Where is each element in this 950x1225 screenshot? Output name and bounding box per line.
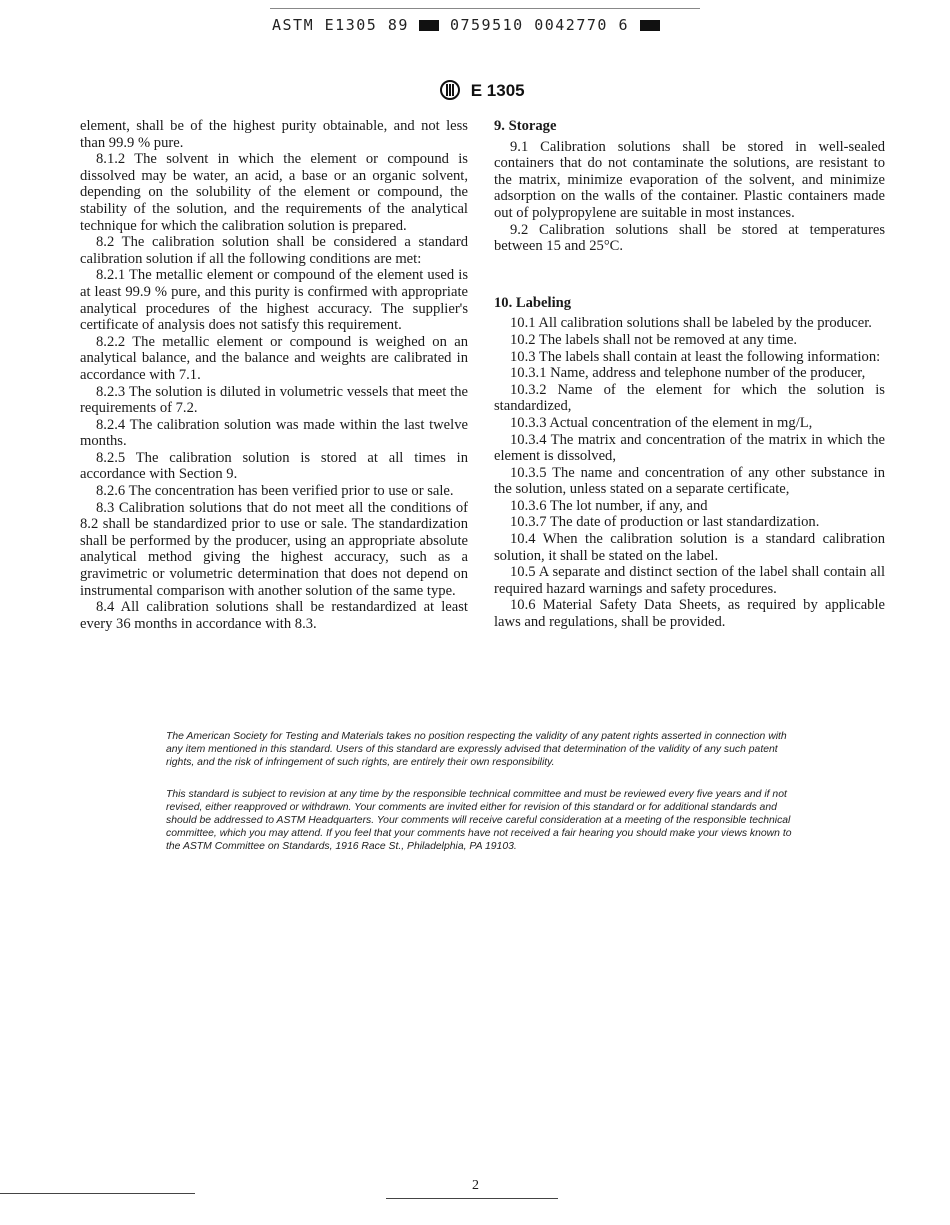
paragraph: 8.3 Calibration solutions that do not meet all the conditions of 8.2 shall be standardized prior to use or sale. The standardization shall be performed by the producer, using an appropriate absolute analytical method giving the highest accuracy, such as a gravimetric or volumetric determination that does not depend on instrumental comparison with another solution of the same type.	[80, 499, 468, 599]
left-column	[80, 118, 468, 632]
standard-designation: E 1305	[470, 81, 525, 100]
scan-artifact-line	[0, 1193, 195, 1194]
paragraph: 8.2.6 The concentration has been verified prior to use or sale.	[96, 483, 454, 500]
paragraph: 10.3.7 The date of production or last standardization.	[510, 514, 820, 531]
paragraph: 10.3.3 Actual concentration of the element in mg/L,	[510, 414, 813, 431]
astm-logo-icon	[440, 80, 460, 100]
paragraph: 10.1 All calibration solutions shall be labeled by the producer.	[510, 315, 872, 332]
paragraph: 10.3.6 The lot number, if any, and	[510, 497, 708, 514]
paragraph: 8.2.1 The metallic element or compound of the element used is at least 99.9 % pure, and this purity is confirmed with appropriate analytical procedures of the highest accuracy. The supplier's certificate of analysis does not satisfy this requirement.	[80, 267, 468, 334]
redaction-bar-icon	[419, 20, 439, 31]
paragraph: 10.3 The labels shall contain at least the following information:	[510, 348, 881, 365]
paragraph: 10.3.5 The name and concentration of any other substance in the solution, unless stated on a separate certificate,	[494, 464, 885, 498]
redaction-bar-icon	[640, 20, 660, 31]
paragraph: 9.1 Calibration solutions shall be stored in well-sealed containers that do not contaminate the solutions, are resistant to the matrix, minimize evaporation of the solvent, and minimize adsorption on the walls of the container. Plastic containers made out of polypropylene are suitable in most instances.	[494, 138, 885, 221]
document-code	[272, 16, 660, 34]
paragraph: 8.2 The calibration solution shall be considered a standard calibration solution if all the following conditions are met:	[80, 234, 468, 267]
labeling-section	[494, 315, 885, 630]
paragraph: 8.1.2 The solvent in which the element or compound is dissolved may be water, an acid, a base or an organic solvent, depending on the solubility of the element or compound, the stability of the solution, and the requirements of the analytical technique for which the calibration solution is prepared.	[80, 151, 468, 234]
paragraph: 10.4 When the calibration solution is a standard calibration solution, it shall be stated on the label.	[494, 531, 885, 564]
paragraph: 8.2.4 The calibration solution was made within the last twelve months.	[80, 416, 468, 450]
paragraph: 8.4 All calibration solutions shall be restandardized at least every 36 months in accordance with 8.3.	[80, 599, 468, 632]
paragraph: element, shall be of the highest purity obtainable, and not less than 99.9 % pure.	[80, 118, 468, 151]
patent-notice: The American Society for Testing and Materials takes no position respecting the validity of any patent rights asserted in connection with any item mentioned in this standard. Users of this standard are expressly advised that determination of the validity of any such patent rights, and the risk of infringement of such rights, are entirely their own responsibility.	[166, 731, 787, 768]
standard-title	[440, 80, 525, 101]
document-code-suffix: 0759510 0042770 6	[449, 16, 629, 34]
storage-heading: 9. Storage	[494, 118, 557, 134]
paragraph: 9.2 Calibration solutions shall be stored at temperatures between 15 and 25°C.	[494, 221, 885, 255]
paragraph: 8.2.2 The metallic element or compound is weighed on an analytical balance, and the balance and weights are calibrated in accordance with 7.1.	[80, 333, 468, 383]
storage-section	[494, 139, 885, 255]
paragraph: 10.6 Material Safety Data Sheets, as required by applicable laws and regulations, shall be provided.	[494, 597, 885, 631]
paragraph: 10.5 A separate and distinct section of the label shall contain all required hazard warnings and safety procedures.	[494, 564, 885, 597]
right-column	[494, 118, 885, 631]
paragraph: 10.2 The labels shall not be removed at any time.	[510, 331, 798, 348]
paragraph: 10.3.1 Name, address and telephone number of the producer,	[510, 365, 866, 382]
labeling-heading: 10. Labeling	[494, 294, 572, 311]
scan-artifact-line	[386, 1198, 558, 1199]
paragraph: 10.3.4 The matrix and concentration of the matrix in which the element is dissolved,	[494, 431, 885, 465]
paragraph: 8.2.3 The solution is diluted in volumetric vessels that meet the requirements of 7.2.	[80, 383, 468, 417]
paragraph: 10.3.2 Name of the element for which the solution is standardized,	[494, 381, 885, 415]
document-code-prefix: ASTM E1305 89	[272, 16, 409, 34]
revision-notice: This standard is subject to revision at any time by the responsible technical committee and must be reviewed every five years and if not revised, either reapproved or withdrawn. Your comments are invited either for revision of this standard or for additional standards and should be addressed to ASTM Headquarters. Your comments will receive careful consideration at a meeting of the responsible technical committee, which you may attend. If you feel that your comments have not received a fair hearing you should make your views known to the ASTM Committee on Standards, 1916 Race St., Philadelphia, PA 19103.	[166, 789, 792, 852]
page-number: 2	[472, 1178, 479, 1193]
scan-top-rule	[270, 8, 700, 9]
paragraph: 8.2.5 The calibration solution is stored at all times in accordance with Section 9.	[80, 449, 468, 483]
